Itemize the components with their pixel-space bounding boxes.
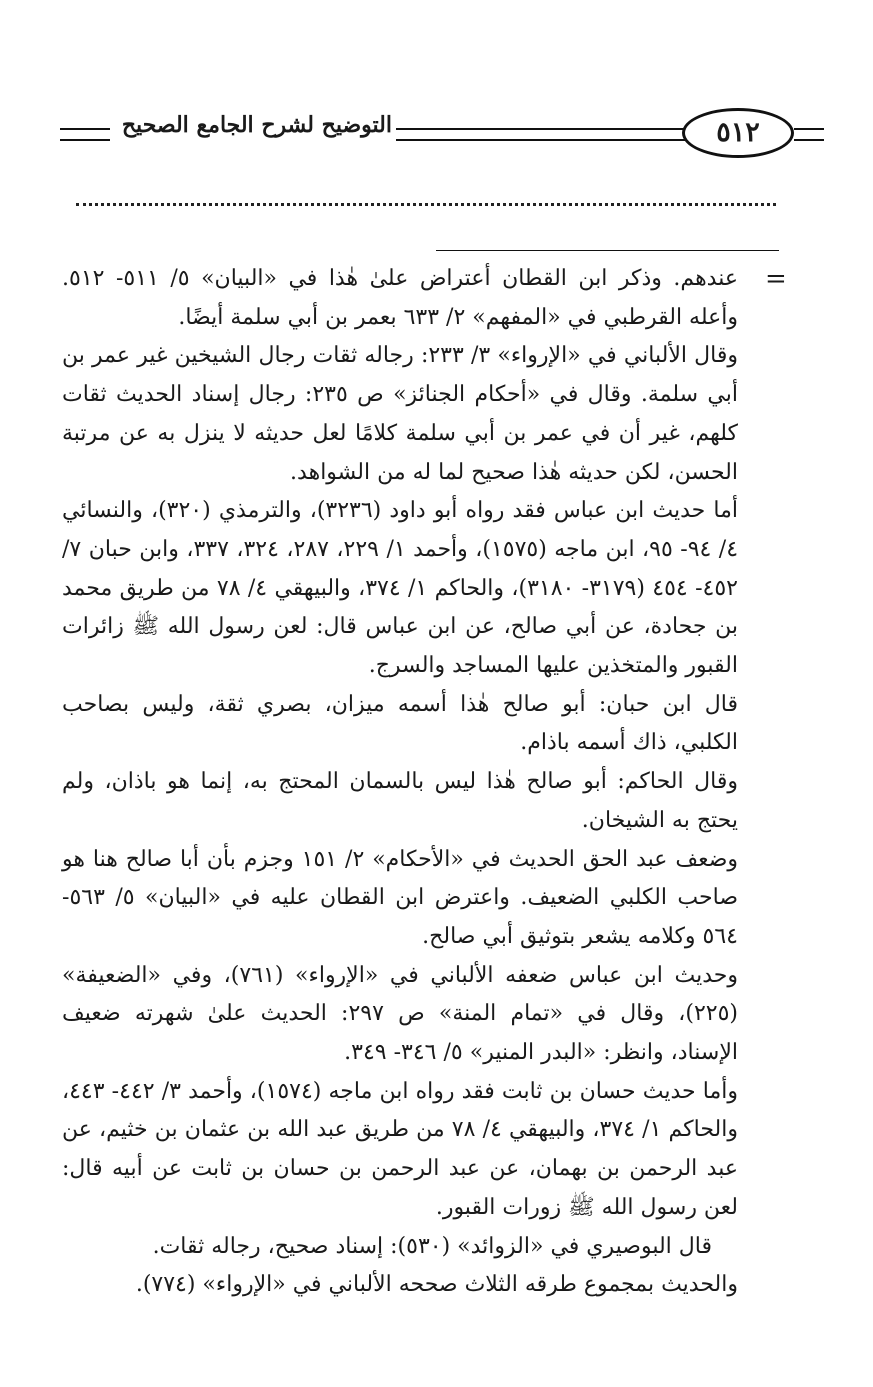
- paragraph: وأما حديث حسان بن ثابت فقد رواه ابن ماجه (١٥٧٤)، وأحمد ٣/ ٤٤٢- ٤٤٣، والحاكم ١/ ٣٧٤، والبيهقي ٤/ ٧٨ من طريق عبد الله بن عثمان بن خثيم، عن عبد الرحمن بن بهمان، عن عبد الرحمن بن حسان بن ثابت عن أبيه قال: لعن رسول الله ﷺ زورات القبور.: [62, 1078, 739, 1220]
- paragraph: وحديث ابن عباس ضعفه الألباني في «الإرواء» (٧٦١)، وفي «الضعيفة» (٢٢٥)، وقال في «تمام المنة» ص ٢٩٧: الحديث علىٰ شهرته ضعيف الإسناد، وانظر: «البدر المنير» ٥/ ٣٤٦- ٣٤٩.: [62, 962, 739, 1066]
- paragraph: أما حديث ابن عباس فقد رواه أبو داود (٣٢٣٦)، والترمذي (٣٢٠)، والنسائي ٤/ ٩٤- ٩٥، ابن ماجه (١٥٧٥)، وأحمد ١/ ٢٢٩، ٢٨٧، ٣٢٤، ٣٣٧، وابن حبان ٧/ ٤٥٢- ٤٥٤ (٣١٧٩- ٣١٨٠)، والحاكم ١/ ٣٧٤، والبيهقي ٤/ ٧٨ من طريق محمد بن جحادة، عن أبي صالح، عن ابن عباس قال: لعن رسول الله ﷺ زائرات القبور والمتخذين عليها المساجد والسرج.: [62, 498, 739, 679]
- footnote-text: [62, 260, 738, 1305]
- footnote-continuation-mark: =: [765, 264, 787, 294]
- paragraph: وقال الحاكم: أبو صالح هٰذا ليس بالسمان المحتج به، إنما هو باذان، ولم يحتج به الشيخان.: [62, 769, 738, 833]
- paragraph: عندهم. وذكر ابن القطان أعتراض علىٰ هٰذا في «البيان» ٥/ ٥١١- ٥١٢. وأعله القرطبي في «المفهم» ٢/ ٦٣٣ بعمر بن أبي سلمة أيضًا.: [62, 266, 738, 330]
- page-header: [60, 108, 800, 168]
- dotted-separator: [76, 203, 776, 206]
- header-rule-middle: [396, 128, 690, 141]
- page-number: ٥١٢: [682, 108, 794, 158]
- book-title: التوضيح لشرح الجامع الصحيح: [121, 112, 392, 138]
- paragraph: وقال الألباني في «الإرواء» ٣/ ٢٣٣: رجاله ثقات رجال الشيخين غير عمر بن أبي سلمة. وقال في «أحكام الجنائز» ص ٢٣٥: رجال إسناد الحديث ثقات كلهم، غير أن في عمر بن أبي سلمة كلامًا لعل حديثه لا ينزل به عن مرتبة الحسن، لكن حديثه هٰذا صحيح لما له من الشواهد.: [62, 343, 738, 485]
- header-rule-left: [60, 128, 110, 141]
- paragraph: قال البوصيري في «الزوائد» (٥٣٠): إسناد صحيح، رجاله ثقات.: [152, 1233, 712, 1259]
- footnote-separator: [436, 250, 779, 251]
- paragraph: والحديث بمجموع طرقه الثلاث صححه الألباني في «الإرواء» (٧٧٤).: [135, 1272, 738, 1298]
- paragraph: وضعف عبد الحق الحديث في «الأحكام» ٢/ ١٥١ وجزم بأن أبا صالح هنا هو صاحب الكلبي الضعيف. واعترض ابن القطان عليه في «البيان» ٥/ ٥٦٣- ٥٦٤ وكلامه يشعر بتوثيق أبي صالح.: [62, 846, 739, 949]
- header-rule-right: [794, 128, 824, 141]
- paragraph: قال ابن حبان: أبو صالح هٰذا أسمه ميزان، بصري ثقة، وليس بصاحب الكلبي، ذاك أسمه باذام.: [62, 691, 738, 756]
